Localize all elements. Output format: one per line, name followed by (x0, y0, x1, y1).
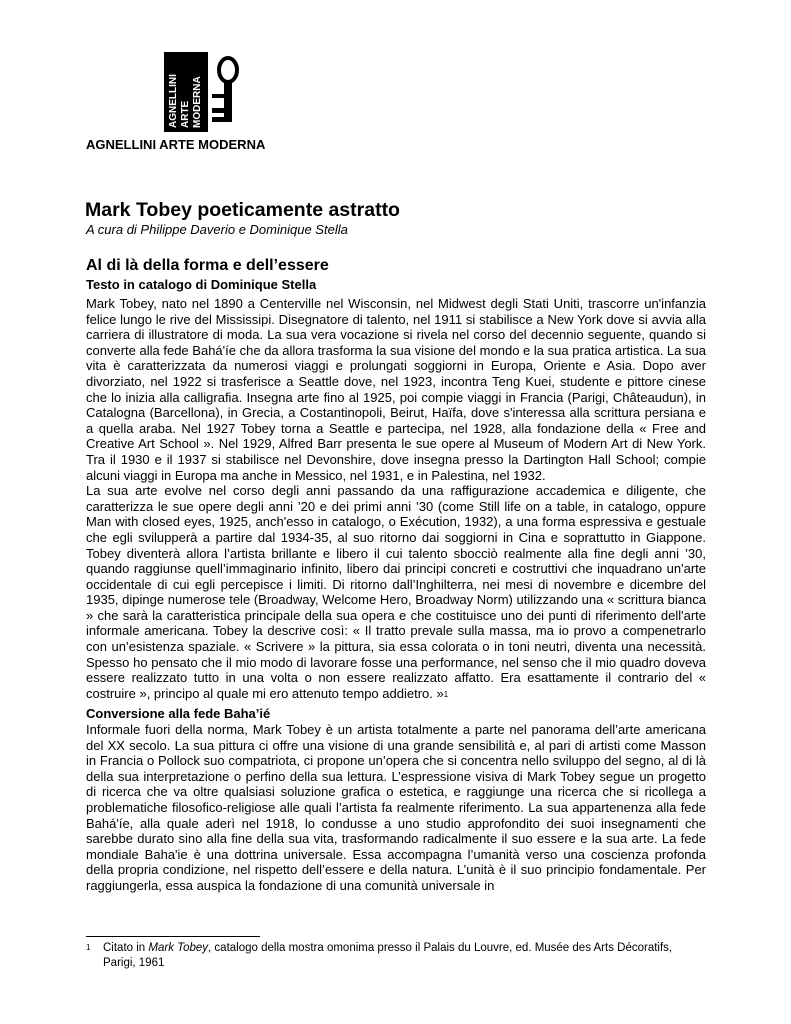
footnote (86, 941, 706, 970)
footnote-number: 1 (86, 943, 91, 952)
page-subtitle: A cura di Philippe Daverio e Dominique Stella (86, 222, 348, 237)
logo-text-line-2: ARTE (180, 100, 191, 128)
section-heading-conversion: Conversione alla fede Baha’ié (86, 706, 271, 722)
paragraph-conversion: Informale fuori della norma, Mark Tobey è un artista totalmente a parte nel panorama dell’arte americana del XX secolo. La sua pittura ci offre una visione di una grande sensibilità e, al pari di artisti come Masson in Francia o Pollock suo compatriota, ci propone un’opera che si concentra nello sviluppo del segno, al di là della sua interpretazione o perfino della sua lettura. L’espressione visiva di Mark Tobey segue un progetto di ricerca che va oltre qualsiasi soluzione grafica o estetica, e raggiunge una ricerca che si ricollega a problematiche filosofico-religiose alle quali l’artista fa realmente riferimento. La sua appartenenza alla fede Bahá'íe, alla quale aderì nel 1918, lo condusse a uno studio approfondito dei suoi insegnamenti che sarebbe durato sino alla fine della sua vita, trasformando radicalmente il suo essere e la sua arte. La fede mondiale Baha'ie è una dottrina universale. Essa accompagna l’umanità verso una coscienza profonda della propria condizione, nel rispetto dell’essere e della natura. L’unità è il suo principio fondamentale. Per raggiungerla, essa auspica la fondazione di una comunità universale in (86, 722, 706, 893)
logo-text-line-3: MODERNA (192, 76, 203, 128)
footnote-divider (86, 936, 260, 937)
section-title: Al di là della forma e dell’essere (86, 257, 329, 274)
footnote-italic-title: Mark Tobey (148, 942, 209, 954)
article-body (86, 296, 706, 894)
footnote-reference[interactable]: 1 (443, 689, 449, 699)
footnote-text-before: Citato in (103, 942, 149, 954)
logo-text-line-1: AGNELLINI (168, 74, 179, 128)
paragraph-evolution-text: La sua arte evolve nel corso degli anni passando da una raffigurazione accademica e diligente, che caratterizza le sue opere degli anni ’20 e dei primi anni ’30 (come Still life on a table, in catalogo, oppure Man with closed eyes, 1925, anch'esso in catalogo, o Exécution, 1932), a una forma espressiva e gestuale che egli svilupperà a partire dal 1934-35, al suo ritorno dai soggiorni in Cina e soprattutto in Giappone. Tobey diventerà allora l’artista brillante e libero il cui talento sbocciò realmente alla fine degli anni ’30, quando raggiunse quell’immaginario infinito, libero dai principi concreti e costruttivi che inquadrano un'arte occidentale di cui egli percepisce i limiti. Di ritorno dall’Inghilterra, nei mesi di novembre e dicembre del 1935, dipinge numerose tele (Broadway, Welcome Hero, Broadway Norm) utilizzando una « scrittura bianca » che sarà la caratteristica principale della sua opera e che costituisce uno dei punti di riferimento dell'arte informale americana. Tobey la descrive così: « Il tratto prevale sulla massa, ma io provo a compenetrarlo con un’esistenza spaziale. « Scrivere » la pittura, sia essa colorata o in toni neutri, diventa una necessità. Spesso ho pensato che il mio modo di lavorare fosse una performance, nel senso che il mio quadro doveva essere realizzato tutto in una volta o non essere realizzato affatto. Era esattamente il contrario del « costruire », principo al quale mi ero attenuto tempo addietro. » (86, 483, 706, 701)
footnote-text (103, 941, 706, 970)
key-icon (212, 58, 237, 122)
logo-graphic (140, 50, 240, 135)
section-subtitle: Testo in catalogo di Dominique Stella (86, 277, 317, 292)
page-title: Mark Tobey poeticamente astratto (85, 199, 400, 221)
agnellini-logo (140, 50, 240, 135)
paragraph-evolution (86, 483, 706, 703)
brand-name: AGNELLINI ARTE MODERNA (86, 137, 266, 152)
paragraph-biography: Mark Tobey, nato nel 1890 a Centerville nel Wisconsin, nel Midwest degli Stati Uniti, trascorre un'infanzia felice lungo le rive del Mississipi. Disegnatore di talento, nel 1911 si stabilisce a New York dove si avvia alla carriera di illustratore di moda. La sua vera vocazione si rivela nel corso del decennio seguente, quando si converte alla fede Bahá'íe che da allora trasforma la sua visione del mondo e la sua pratica artistica. La sua vita è caratterizzata da numerosi viaggi e prolungati soggiorni in Europa, Oriente e Asia. Dopo aver divorziato, nel 1922 si trasferisce a Seattle dove, nel 1923, incontra Teng Kuei, studente e pittore cinese che lo inizia alla calligrafia. Insegna arte fino al 1925, poi compie viaggi in Francia (Parigi, Châteaudun), in Catalogna (Barcellona), in Grecia, a Costantinopoli, Beirut, Haïfa, dove s'interessa alla scrittura persiana e a quella araba. Nel 1927 Tobey torna a Seattle e partecipa, nel 1928, alla fondazione della « Free and Creative Art School ». Nel 1929, Alfred Barr presenta le sue opere al Museum of Modern Art di New York. Tra il 1930 e il 1937 si stabilisce nel Devonshire, dove insegna presso la Dartington Hall School; compie alcuni viaggi in Europa ma anche in Messico, nel 1931, e in Palestina, nel 1932. (86, 296, 706, 483)
footnote-text-after: , catalogo della mostra omonima presso il Palais du Louvre, ed. Musée des Arts Décoratifs, Parigi, 1961 (103, 942, 673, 969)
